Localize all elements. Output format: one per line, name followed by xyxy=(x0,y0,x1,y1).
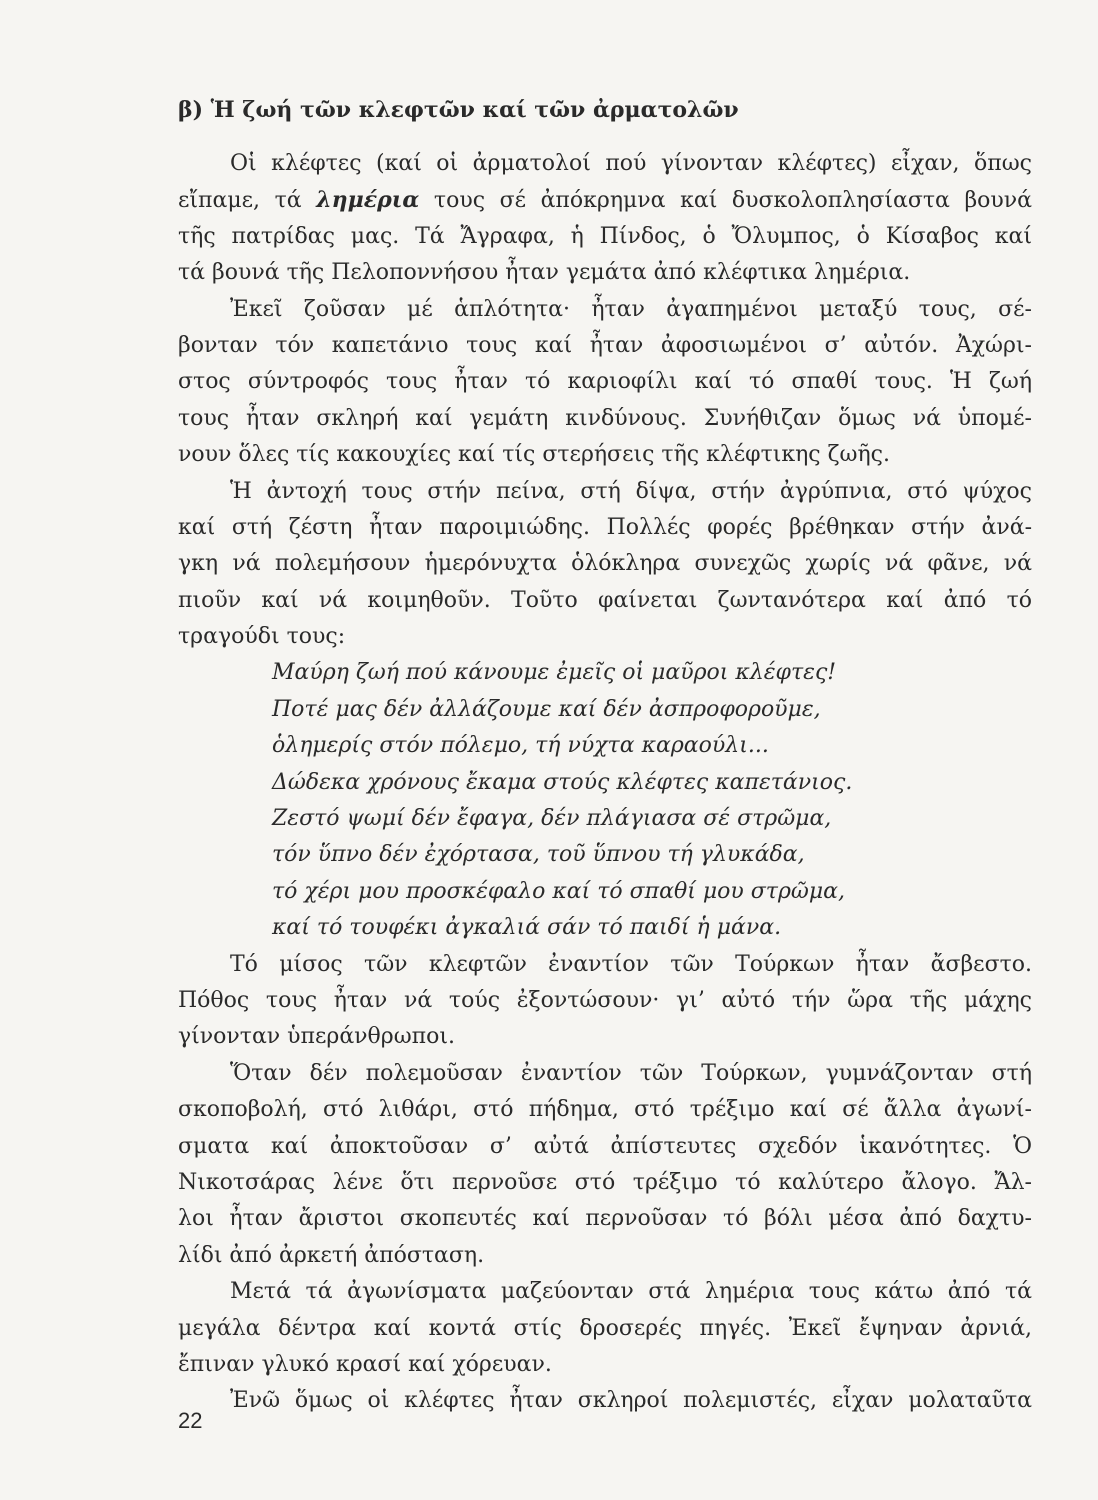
paragraph-line: τους ἦταν σκληρή καί γεμάτη κινδύνους. Συνήθιζαν ὅμως νά ὑπομέ- xyxy=(178,405,1032,431)
paragraph-line: σματα καί ἀποκτοῦσαν σ’ αὐτά ἀπίστευτες σχεδόν ἱκανότητες. Ὁ xyxy=(178,1133,1032,1159)
emphasized-term: λημέρια xyxy=(316,187,420,214)
paragraph-line: τραγούδι τους: xyxy=(178,624,346,650)
paragraph-line: τά βουνά τῆς Πελοποννήσου ἦταν γεμάτα ἀπό κλέφτικα λημέρια. xyxy=(178,260,911,286)
paragraph-line: Νικοτσάρας λένε ὅτι περνοῦσε στό τρέξιμο τό καλύτερο ἄλογο. Ἄλ- xyxy=(178,1169,1032,1195)
paragraph-line xyxy=(178,182,1032,218)
poem-line: καί τό τουφέκι ἀγκαλιά σάν τό παιδί ἡ μάνα. xyxy=(272,915,782,941)
text-segment: τους σέ ἀπόκρημνα καί δυσκολοπλησίαστα βουνά xyxy=(419,188,1032,214)
paragraph-line: γκη νά πολεμήσουν ἡμερόνυχτα ὁλόκληρα συνεχῶς χωρίς νά φᾶνε, νά xyxy=(178,551,1032,577)
paragraph-line: Ἐνῶ ὅμως οἱ κλέφτες ἦταν σκληροί πολεμιστές, εἶχαν μολαταῦτα xyxy=(230,1388,1032,1414)
poem-line: Μαύρη ζωή πού κάνουμε ἐμεῖς οἱ μαῦροι κλέφτες! xyxy=(272,660,837,686)
paragraph-line: Οἱ κλέφτες (καί οἱ ἀρματολοί πού γίνονταν κλέφτες) εἶχαν, ὅπως xyxy=(230,151,1032,176)
folk-song-poem xyxy=(178,655,1032,946)
text-segment: εἴπαμε, τά xyxy=(178,188,317,214)
poem-line: Ποτέ μας δέν ἀλλάζουμε καί δέν ἀσπροφοροῦμε, xyxy=(272,696,821,722)
paragraph-line: ἔπιναν γλυκό κρασί καί χόρευαν. xyxy=(178,1351,552,1377)
poem-line: Ζεστό ψωμί δέν ἔφαγα, δέν πλάγιασα σέ στρῶμα, xyxy=(272,806,832,832)
paragraph-line: γίνονταν ὑπεράνθρωποι. xyxy=(178,1024,455,1050)
paragraph-line: σκοποβολή, στό λιθάρι, στό πήδημα, στό τρέξιμο καί σέ ἄλλα ἀγωνί- xyxy=(178,1097,1032,1123)
paragraph-4 xyxy=(178,947,1032,1056)
paragraph-line: Ἐκεῖ ζοῦσαν μέ ἁπλότητα· ἦταν ἀγαπημένοι μεταξύ τους, σέ- xyxy=(230,296,1032,322)
paragraph-line: Ἡ ἀντοχή τους στήν πείνα, στή δίψα, στήν ἀγρύπνια, στό ψύχος xyxy=(230,478,1032,504)
paragraph-line: Μετά τά ἀγωνίσματα μαζεύονταν στά λημέρια τους κάτω ἀπό τά xyxy=(230,1279,1032,1305)
paragraph-line: βονταν τόν καπετάνιο τους καί ἦταν ἀφοσιωμένοι σ’ αὐτόν. Ἀχώρι- xyxy=(178,332,1032,358)
paragraph-line: στος σύντροφός τους ἦταν τό καριοφίλι καί τό σπαθί τους. Ἡ ζωή xyxy=(178,369,1032,395)
paragraph-line: νουν ὅλες τίς κακουχίες καί τίς στερήσεις τῆς κλέφτικης ζωῆς. xyxy=(178,442,890,468)
paragraph-line: Πόθος τους ἦταν νά τούς ἐξοντώσουν· γι’ αὐτό τήν ὥρα τῆς μάχης xyxy=(178,987,1032,1013)
paragraph-1 xyxy=(178,146,1032,292)
paragraph-line: πιοῦν καί νά κοιμηθοῦν. Τοῦτο φαίνεται ζωντανότερα καί ἀπό τό xyxy=(178,587,1032,613)
paragraph-7 xyxy=(178,1383,1032,1419)
paragraph-line: λοι ἦταν ἄριστοι σκοπευτές καί περνοῦσαν τό βόλι μέσα ἀπό δαχτυ- xyxy=(178,1206,1032,1232)
text-block xyxy=(178,92,1032,1420)
section-heading: β) Ἡ ζωή τῶν κλεφτῶν καί τῶν ἀρματολῶν xyxy=(178,97,739,123)
paragraph-3 xyxy=(178,474,1032,656)
paragraph-line: Τό μίσος τῶν κλεφτῶν ἐναντίον τῶν Τούρκων ἦταν ἄσβεστο. xyxy=(230,951,1032,977)
paragraph-line: καί στή ζέστη ἦταν παροιμιώδης. Πολλές φορές βρέθηκαν στήν ἀνά- xyxy=(178,514,1032,540)
poem-line: τόν ὕπνο δέν ἐχόρτασα, τοῦ ὕπνου τή γλυκάδα, xyxy=(272,842,805,868)
paragraph-line: λίδι ἀπό ἀρκετή ἀπόσταση. xyxy=(178,1242,485,1268)
poem-line: τό χέρι μου προσκέφαλο καί τό σπαθί μου στρῶμα, xyxy=(272,878,845,904)
paragraph-5 xyxy=(178,1056,1032,1274)
paragraph-line: μεγάλα δέντρα καί κοντά στίς δροσερές πηγές. Ἐκεῖ ἔψηναν ἀρνιά, xyxy=(178,1315,1032,1341)
poem-line: Δώδεκα χρόνους ἔκαμα στούς κλέφτες καπετάνιος. xyxy=(272,769,853,795)
paragraph-2 xyxy=(178,292,1032,474)
paragraph-line: Ὅταν δέν πολεμοῦσαν ἐναντίον τῶν Τούρκων, γυμνάζονταν στή xyxy=(230,1060,1032,1086)
page-number: 22 xyxy=(178,1408,203,1433)
paragraph-6 xyxy=(178,1274,1032,1383)
poem-line: ὁλημερίς στόν πόλεμο, τή νύχτα καραούλι... xyxy=(272,733,769,759)
paragraph-line: τῆς πατρίδας μας. Τά Ἄγραφα, ἡ Πίνδος, ὁ Ὄλυμπος, ὁ Κίσαβος καί xyxy=(178,223,1032,249)
